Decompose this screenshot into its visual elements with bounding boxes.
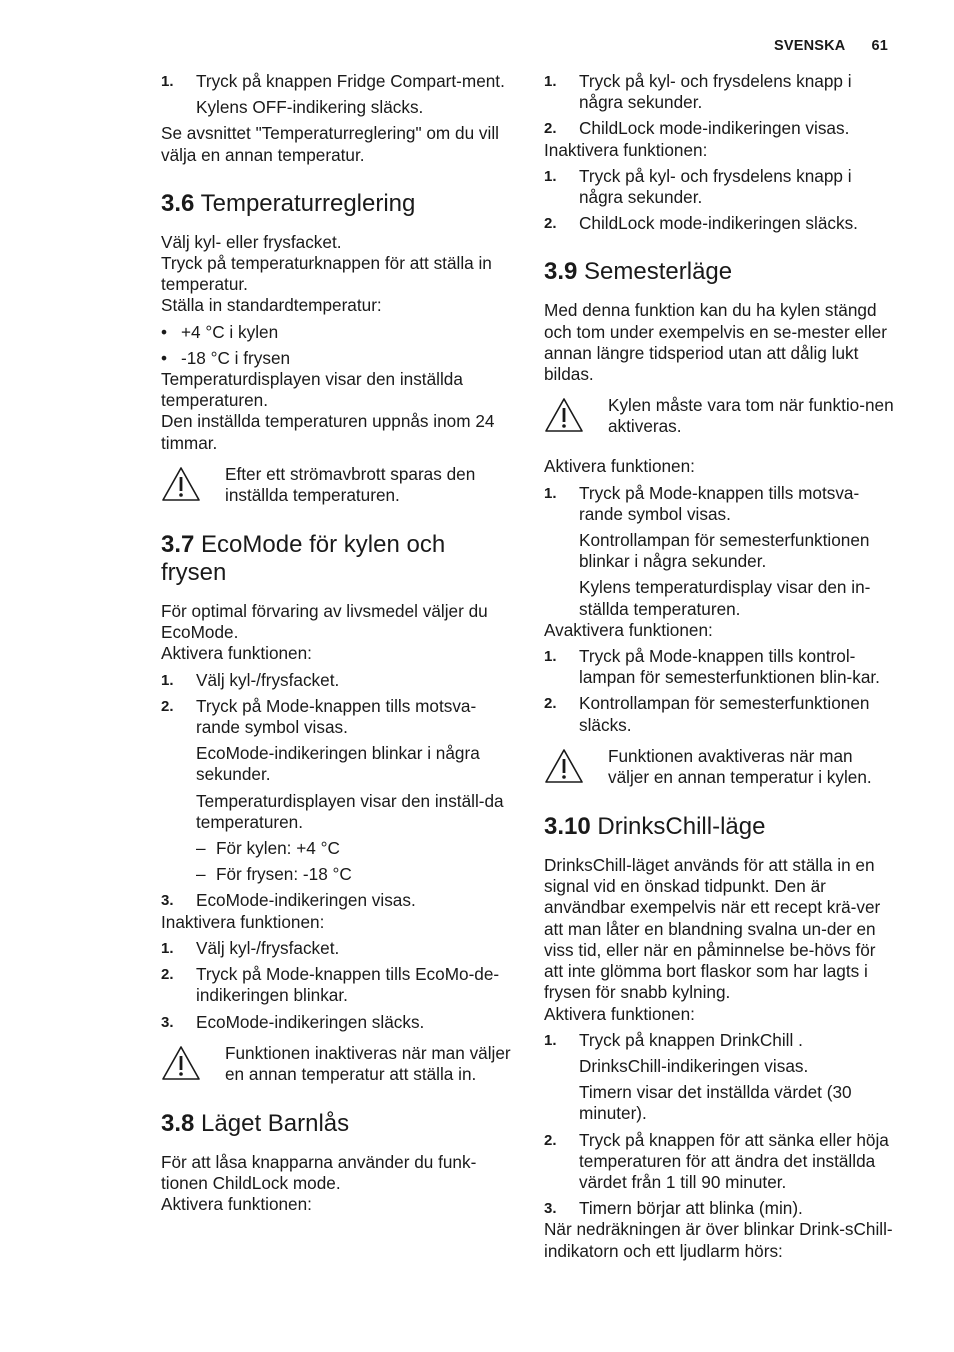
header-language: SVENSKA: [773, 38, 846, 54]
warning-icon: [161, 464, 225, 507]
paragraph: Inaktivera funktionen:: [161, 911, 325, 932]
paragraph: Den inställda temperaturen uppnås inom 24 timmar.: [161, 411, 495, 453]
paragraph: DrinksChill-läget används för att ställa in en signal vid en önskad tidpunkt. Den är användbar exempelvis när ett recept krä-ver att man låter en blandning svalna un-der en viss tid, eller när en påminnelse be-hövs för att inte glömma bort flaskor som har lagts i frysen för snabb kylning.: [544, 855, 881, 1003]
section-heading-3-10: 3.10 DrinksChill-läge: [544, 813, 766, 841]
paragraph: Avaktivera funktionen:: [544, 619, 713, 640]
step-note: DrinksChill-indikeringen visas.: [579, 1055, 809, 1076]
step-note: Temperaturdisplayen visar den inställ-da temperaturen.: [196, 790, 504, 832]
left-column: [161, 71, 513, 1216]
paragraph: Se avsnittet "Temperaturreglering" om du vill välja en annan temperatur.: [161, 123, 499, 165]
warning-note: Funktionen avaktiveras när man väljer en annan temperatur i kylen.: [544, 746, 896, 789]
list-item: 1. Tryck på knappen Fridge Compart-ment.: [161, 71, 505, 91]
warning-note: Efter ett strömavbrott sparas den inställda temperaturen.: [161, 464, 513, 507]
list-item: 2. ChildLock mode-indikeringen släcks.: [544, 213, 858, 234]
list-item: 1. Välj kyl-/frysfacket.: [161, 669, 340, 690]
paragraph: Aktivera funktionen:: [544, 456, 695, 477]
paragraph: Inaktivera funktionen:: [544, 139, 708, 160]
warning-icon: [161, 1043, 225, 1086]
paragraph: När nedräkningen är över blinkar Drink-sChill-indikatorn och ett ljudlarm hörs:: [544, 1219, 893, 1261]
paragraph: Aktivera funktionen:: [544, 1003, 695, 1024]
right-column: [544, 71, 896, 1262]
section-heading-3-7: 3.7 EcoMode för kylen och frysen: [161, 531, 446, 587]
dash-item: – För frysen: -18 °C: [196, 864, 352, 885]
warning-note: Funktionen inaktiveras när man väljer en annan temperatur att ställa in.: [161, 1043, 513, 1086]
paragraph: Tryck på temperaturknappen för att ställa in temperatur.: [161, 253, 492, 295]
list-item: 1. Tryck på kyl- och frysdelens knapp i några sekunder.: [544, 71, 852, 113]
paragraph: Med denna funktion kan du ha kylen stängd och tom under exempelvis en se-mester eller annan längre tidsperiod utan att dålig lukt bildas.: [544, 300, 887, 385]
paragraph: För att låsa knapparna använder du funk-tionen ChildLock mode.: [161, 1151, 477, 1194]
warning-icon: [544, 395, 608, 438]
list-item: 2. Tryck på knappen för att sänka eller höja temperaturen för att ändra det inställda värdet från 1 till 90 minuter.: [544, 1129, 889, 1192]
list-item: 2. Kontrollampan för semesterfunktionen släcks.: [544, 693, 870, 735]
list-item: 2. ChildLock mode-indikeringen visas.: [544, 118, 850, 139]
paragraph: För optimal förvaring av livsmedel väljer du EcoMode.: [161, 601, 488, 643]
list-item: 1. Tryck på Mode-knappen tills kontrol-lampan för semesterfunktionen blin-kar.: [544, 646, 880, 688]
list-item: 3. EcoMode-indikeringen släcks.: [161, 1011, 425, 1032]
paragraph: Temperaturdisplayen visar den inställda temperaturen.: [161, 369, 463, 411]
paragraph: Aktivera funktionen:: [161, 1194, 312, 1215]
list-item: 2. Tryck på Mode-knappen tills motsva-rande symbol visas.: [161, 695, 477, 738]
step-note: Kylens temperaturdisplay visar den in-ställda temperaturen.: [579, 577, 871, 619]
list-item: 1. Tryck på knappen DrinkChill .: [544, 1029, 803, 1050]
step-note: Timern visar det inställda värdet (30 minuter).: [579, 1082, 852, 1124]
warning-note: Kylen måste vara tom när funktio-nen aktiveras.: [544, 395, 896, 438]
dash-item: – För kylen: +4 °C: [196, 838, 340, 859]
page-number: 61: [871, 38, 888, 54]
section-heading-3-8: 3.8 Läget Barnlås: [161, 1109, 350, 1137]
step-note: EcoMode-indikeringen blinkar i några sekunder.: [196, 743, 480, 785]
section-heading-3-9: 3.9 Semesterläge: [544, 258, 733, 286]
list-item: 1. Tryck på Mode-knappen tills motsva-rande symbol visas.: [544, 482, 860, 524]
list-item: 1. Tryck på kyl- och frysdelens knapp i några sekunder.: [544, 165, 852, 208]
page-header: [774, 38, 888, 54]
list-item: 2. Tryck på Mode-knappen tills EcoMo-de-indikeringen blinkar.: [161, 964, 500, 1006]
warning-icon: [544, 746, 608, 789]
step-note: Kylens OFF-indikering släcks.: [196, 97, 424, 118]
paragraph: Välj kyl- eller frysfacket.: [161, 231, 342, 252]
list-item: 3. EcoMode-indikeringen visas.: [161, 890, 416, 911]
bullet-item: • +4 °C i kylen: [161, 321, 279, 342]
section-heading-3-6: 3.6 Temperaturreglering: [161, 189, 416, 217]
list-item: 3. Timern börjar att blinka (min).: [544, 1198, 803, 1219]
paragraph: Aktivera funktionen:: [161, 643, 312, 664]
paragraph: Ställa in standardtemperatur:: [161, 295, 382, 316]
step-note: Kontrollampan för semesterfunktionen blinkar i några sekunder.: [579, 530, 870, 572]
bullet-item: • -18 °C i frysen: [161, 347, 291, 368]
list-item: 1. Välj kyl-/frysfacket.: [161, 937, 340, 958]
